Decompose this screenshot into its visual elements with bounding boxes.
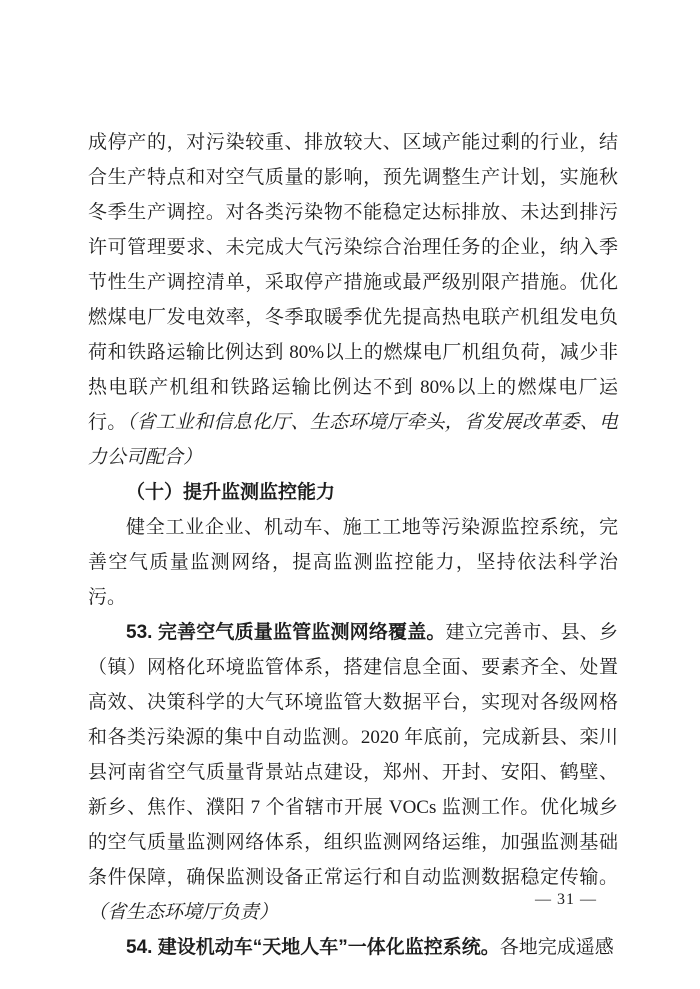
responsibility-attribution: （省工业和信息化厅、生态环境厅牵头，省发展改革委、电力公司配合）	[88, 412, 618, 468]
item-54-text: 各地完成遥感	[499, 937, 614, 958]
section-heading: （十）提升监测监控能力	[126, 482, 336, 503]
item-53-paragraph	[88, 615, 618, 930]
paragraph-continuation	[88, 125, 618, 475]
item-53-attribution: （省生态环境厅负责）	[88, 902, 279, 923]
item-54-paragraph	[88, 930, 618, 965]
section-intro-paragraph: 健全工业企业、机动车、施工工地等污染源监控系统，完善空气质量监测网络，提高监测监控能力，坚持依法科学治污。	[88, 517, 618, 608]
item-53-title: 53. 完善空气质量监管监测网络覆盖。	[126, 622, 446, 643]
paragraph-text: 成停产的，对污染较重、排放较大、区域产能过剩的行业，结合生产特点和对空气质量的影响，预先调整生产计划，实施秋冬季生产调控。对各类污染物不能稳定达标排放、未达到排污许可管理要求、未完成大气污染综合治理任务的企业，纳入季节性生产调控清单，采取停产措施或最严级别限产措施。优化燃煤电厂发电效率，冬季取暖季优先提高热电联产机组发电负荷和铁路运输比例达到 80%以上的燃煤电厂机组负荷，减少非热电联产机组和铁路运输比例达不到 80%以上的燃煤电厂运行。	[88, 132, 618, 433]
page-number: — 31 —	[535, 891, 597, 908]
item-54-title: 54. 建设机动车“天地人车”一体化监控系统。	[126, 937, 500, 958]
document-body	[88, 125, 618, 965]
item-53-text: 建立完善市、县、乡（镇）网格化环境监管体系，搭建信息全面、要素齐全、处置高效、决策科学的大气环境监管大数据平台，实现对各级网格和各类污染源的集中自动监测。2020 年底前，完成新县、栾川县河南省空气质量背景站点建设，郑州、开封、安阳、鹤壁、新乡、焦作、濮阳 7 个省辖市开展 VOCs 监测工作。优化城乡的空气质量监测网络体系，组织监测网络运维，加强监测基础条件保障，确保监测设备正常运行和自动监测数据稳定传输。	[88, 622, 618, 888]
